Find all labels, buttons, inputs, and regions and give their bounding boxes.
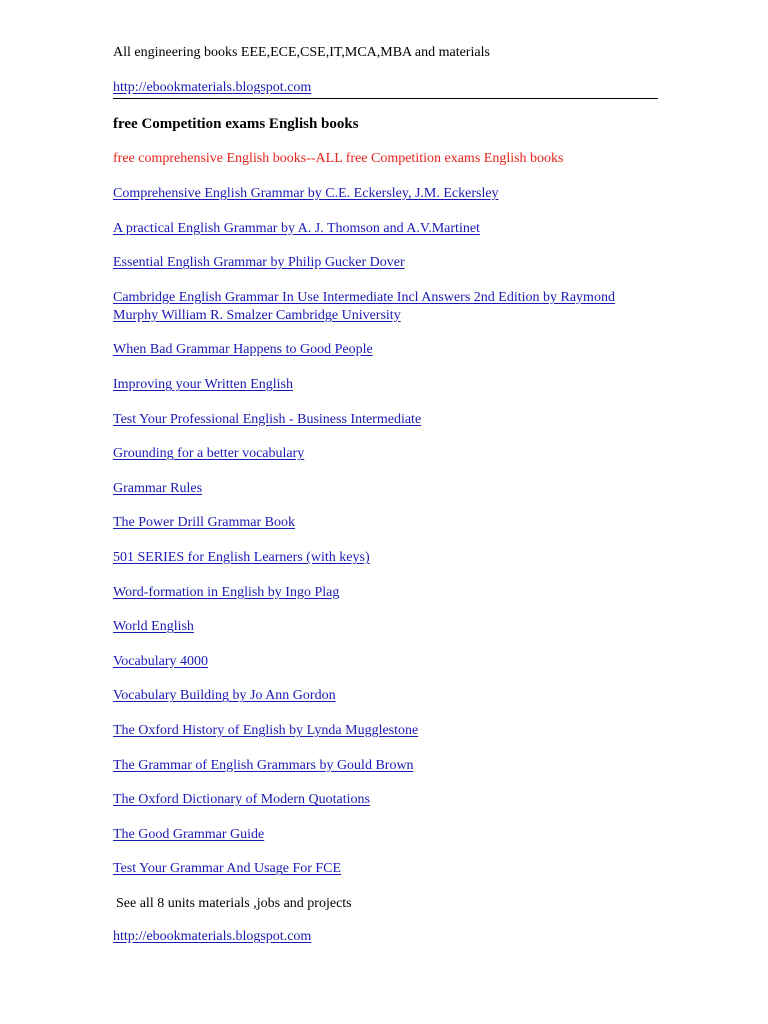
list-item: [113, 220, 658, 238]
book-link[interactable]: A practical English Grammar by A. J. Thomson and A.V.Martinet: [113, 220, 480, 236]
book-link[interactable]: Improving your Written English: [113, 376, 293, 392]
section-heading: free Competition exams English books: [113, 116, 359, 132]
list-item: [113, 514, 658, 532]
list-item: [113, 549, 658, 567]
list-item: [113, 411, 658, 429]
book-link[interactable]: The Power Drill Grammar Book: [113, 515, 295, 531]
document-page: [113, 44, 658, 946]
book-link[interactable]: 501 SERIES for English Learners (with keys): [113, 549, 370, 565]
site-link-top[interactable]: http://ebookmaterials.blogspot.com: [113, 79, 658, 99]
list-item: [113, 757, 658, 775]
list-item: [113, 687, 658, 705]
book-link[interactable]: Cambridge English Grammar In Use Intermediate Incl Answers 2nd Edition by Raymond Murphy William R. Smalzer Cambridge University: [113, 289, 615, 323]
list-item: [113, 254, 658, 272]
book-list: [113, 185, 658, 878]
book-link[interactable]: The Oxford Dictionary of Modern Quotations: [113, 792, 370, 808]
list-item: [113, 289, 658, 325]
book-link[interactable]: Comprehensive English Grammar by C.E. Eckersley, J.M. Eckersley: [113, 186, 499, 201]
book-link[interactable]: The Grammar of English Grammars by Gould Brown: [113, 757, 414, 773]
list-item: [113, 185, 658, 203]
list-item: [113, 376, 658, 394]
list-item: [113, 618, 658, 636]
list-item: [113, 791, 658, 809]
site-link-bottom[interactable]: http://ebookmaterials.blogspot.com: [113, 928, 312, 944]
intro-text: All engineering books EEE,ECE,CSE,IT,MCA,MBA and materials: [113, 45, 490, 60]
list-item: [113, 722, 658, 740]
list-item: [113, 584, 658, 602]
book-link[interactable]: When Bad Grammar Happens to Good People: [113, 342, 373, 358]
red-note: free comprehensive English books--ALL free Competition exams English books: [113, 151, 564, 166]
list-item: [113, 860, 658, 878]
footer-note: See all 8 units materials ,jobs and projects: [116, 895, 352, 911]
book-link[interactable]: Grammar Rules: [113, 480, 203, 496]
book-link[interactable]: Essential English Grammar by Philip Gucker Dover: [113, 255, 405, 271]
list-item: [113, 480, 658, 498]
list-item: [113, 826, 658, 844]
book-link[interactable]: Vocabulary 4000: [113, 653, 208, 669]
book-link[interactable]: Grounding for a better vocabulary: [113, 446, 305, 462]
book-link[interactable]: The Good Grammar Guide: [113, 826, 265, 842]
book-link[interactable]: Word-formation in English by Ingo Plag: [113, 584, 340, 600]
book-link[interactable]: World English: [113, 619, 194, 635]
list-item: [113, 341, 658, 359]
book-link[interactable]: Vocabulary Building by Jo Ann Gordon: [113, 688, 336, 704]
book-link[interactable]: The Oxford History of English by Lynda Mugglestone: [113, 722, 419, 738]
list-item: [113, 653, 658, 671]
list-item: [113, 445, 658, 463]
book-link[interactable]: Test Your Professional English - Business Intermediate: [113, 411, 422, 427]
book-link[interactable]: Test Your Grammar And Usage For FCE: [113, 861, 342, 877]
